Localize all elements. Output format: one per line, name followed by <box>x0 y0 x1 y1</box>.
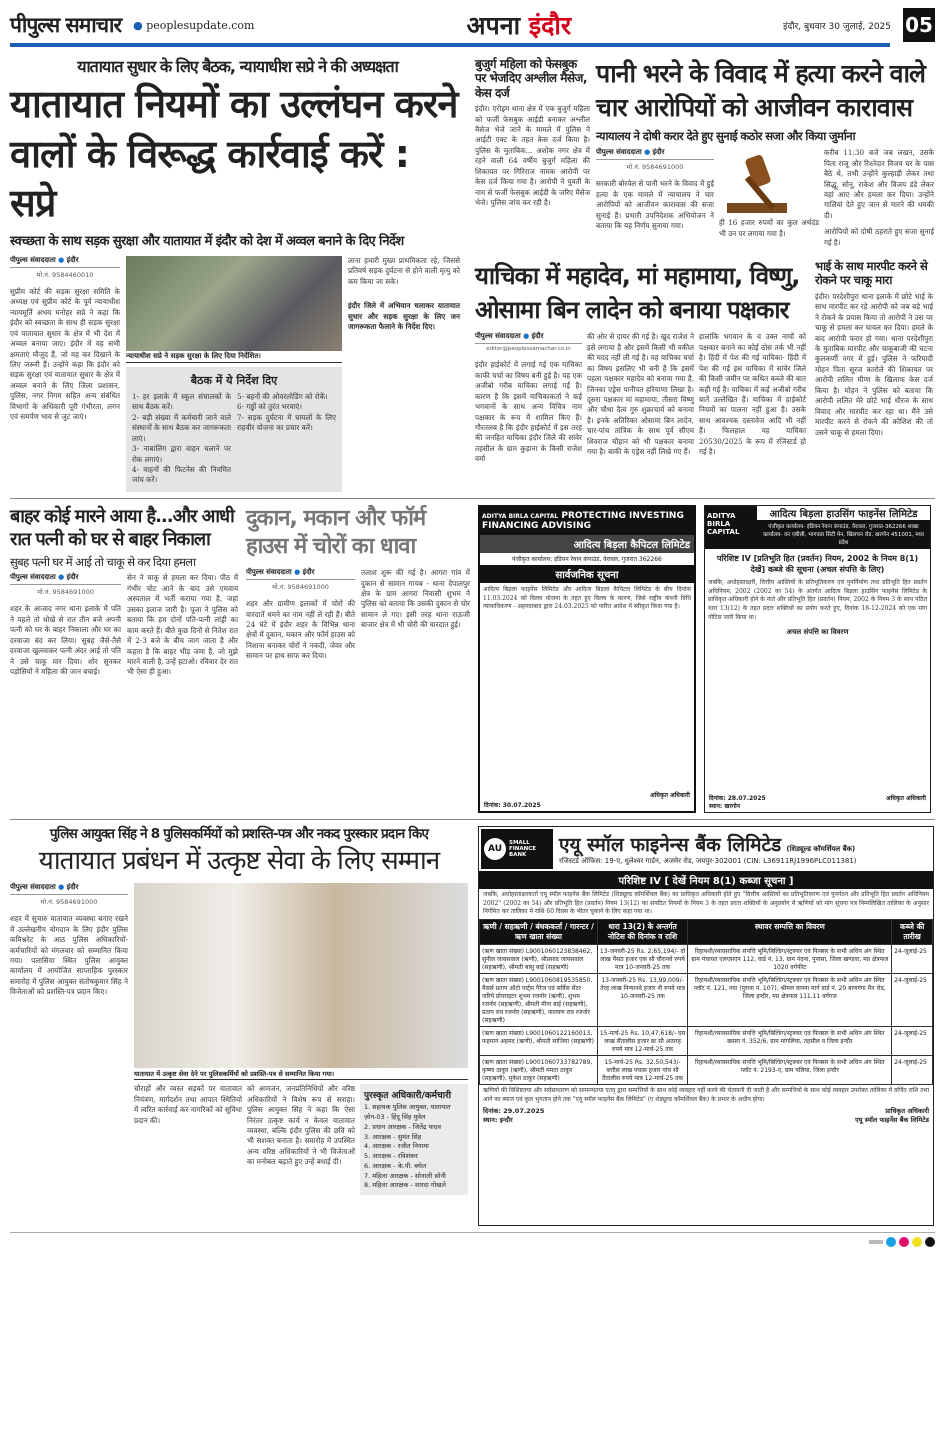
list-item: 8. महिला आरक्षक - शारदा गोखले <box>364 1181 446 1190</box>
table-row: (ऋण खाता संख्या) L9001060123838462, सुनील जायसवाल (ऋणी), श्रीप्रसाद जायसवाल (सहऋणी), श्रीमती बासु बाई (सहऋणी) 13-जनवरी-25 Rs. 2,65,194/- दो लाख पैंसठ हजार एक सौ चौरानवे रुपये मात्र 10-जनवरी-25 तक रिहायशी/व्यावसायिक संपत्ति भूमि/बिल्डिंग/स्ट्रक्चर एवं फिक्सर के सभी अधिन अंग स्थित ग्राम पंचायत एलएसएन 112, वार्ड नं. 13, ग्राम नंदना, पुनासा, जिला खण्डवा, मप्र क्षेत्रफल 1020 वर्गफीट 24-जुलाई-25 <box>480 944 933 973</box>
story2-headline: बुजुर्ग महिला को फेसबुक पर भेजदिए अश्लील मैसेज, केस दर्ज <box>475 57 587 100</box>
byline: पीपुल्स संवाददाता ● इंदौर <box>596 148 714 160</box>
box-item: 3- नाबालिग द्वारा वाहन चलाने पर रोक लगाएं। <box>132 444 231 464</box>
box-title: बैठक में ये निर्देश दिए <box>190 373 278 387</box>
ad2-body: जबकि, अधोहस्ताक्षरी, वित्तीय आस्तियों के प्रतिभूतिकरण एवं पुनर्निर्माण तथा प्रतिभूति हित प्रवर्तन अधिनियम, 2002 (2002 का 54) के अंतर्गत आदित्य बिड़ला हाउसिंग फाइनेंस लिमिटेड के प्राधिकृत अधिकारी होने के नाते और प्रतिभूति हित (प्रवर्तन) नियम, 2002 के नियम 3 के साथ पठित धारा 13(12) के तहत प्रदत्त शक्तियों का प्रयोग करते हुए, दिनांक 18-12-2024 को एक मांग नोटिस जारी किया था। <box>708 578 927 621</box>
ad3-company-note: (शिड्यूल्ड कॉमर्शियल बैंक) <box>786 845 856 854</box>
story7-body: शहर और ग्रामीण इलाकों में चोरों की वारदातें थमने का नाम नहीं ले रही हैं। बीते 24 घंटे में इंदौर शहर के विभिन्न थाना क्षेत्रों में दुकान, मकान और फॉर्म हाउस को निशाना बनाकर चोरों ने नकदी, जेवर और सामान पर हाथ साफ कर दिया। <box>246 599 355 661</box>
box-item: 7- सड़क दुर्घटना में घायलों के लिए राहवीर योजना का प्रचार करें। <box>237 412 336 433</box>
story4-body-2: की ओर से दायर की गई है। खुद राजेश ने इसे लगाया है और इसमें किसी भी वकील की मदद नहीं ली गई है। यह याचिका चर्चा का विषय इसलिए भी बनी है कि इसमें पहला पक्षकार महादेव को बनाया गया है, जिनका एड्रेस पानीपत हरियाणा लिखा है। दूसरा पक्षकार मां महामाया, तीसरा विष्णु और चौथा दैत्य गुरु शुक्राचार्य को बनाया है। इनके अतिरिक्त ओसामा बिन लादेन, चार-पांच तांत्रिक के साथ पूर्व सीएम शिवराज चौहान को भी पक्षकार बनाया गया है। बाकी के एड्रेस नहीं लिखे गए हैं। <box>587 332 694 457</box>
story6-body-2: सेन ने चाकू से हमला कर दिया। पीठ में गंभीर चोट आने के बाद उसे एमवाय अस्पताल में भर्ती कराया गया है, जहां उसका इलाज जारी है। पूजा ने पुलिस को बताया कि हम दोनों पति-पत्नी लांड्री का काम करते हैं। बीते कुछ दिनों से नितेश रात में 2-3 बजे के बीच जाग जाता है और कहता है कि बाहर भीड़ जमा है, जो मुझे मारने वाली है, उन्हें हटाओ। रविवार देर रात भी ऐसा ही हुआ। <box>127 573 238 677</box>
byline: पीपुल्स संवाददाता ● इंदौर <box>10 573 121 585</box>
story6-body: शहर के आजाद नगर थाना इलाके में पति ने पहले तो धोखे से रात तीन बजे अपनी पत्नी को घर के बाहर निकाला और घर का दरवाजा बंद कर लिया। सुबह जैसे-तैसे दरवाजा खुलवाकर पत्नी अंदर आई तो पति ने उसे चाकू मार दिया। शोर सुनकर पड़ोसियों ने महिला की जान बचाई। <box>10 604 121 677</box>
page-number: 05 <box>903 8 935 42</box>
mobile-number: मो.नं. 9584691000 <box>40 898 98 907</box>
masthead-rule <box>10 43 890 47</box>
story4-body: इंदौर हाईकोर्ट में लगाई गई एक याचिका काफी चर्चा का विषय बनी हुई है। यह एक अजीबो गरीब याचिका लगाई गई है। कारण है कि इसमें याचिकाकर्ता ने कई भगवानों के साथ अन्य विचित्र नाम पक्षकार के रूप में शामिल किए हैं। गौरतलब है कि इंदौर हाईकोर्ट में इस तरह की जनहित याचिका इंदौर जिले की सांवेर तहसील के ग्राम कुड़ाना के किसी राजेश वर्मा <box>475 360 582 464</box>
story3-headline: पानी भरने के विवाद में हत्या करने वाले चार आरोपियों को आजीवन कारावास <box>596 59 925 122</box>
story3 <box>596 57 935 248</box>
story5-body: इंदौर। परदेशीपुरा थाना इलाके में छोटे भाई के साथ मारपीट कर रहे आरोपी को जब बड़े भाई ने रोकने के प्रयास किया तो आरोपी ने उस पर चाकू से हमला कर घायल कर दिया। हमले के बाद आरोपी फरार हो गया। थाना परदेशीपुरा के मुताबिक मारपीट और चाकूबाजी की घटना कुलकर्णी नगर में हुई। पुलिस ने फरियादी मोहन पिता सूरज कारोले की शिकायत पर आरोपी ललित मीणा के खिलाफ केस दर्ज किया है। मोहन ने पुलिस को बताया कि आरोपी ललित मेरे छोटे भाई धीरज के साथ विवाद और मारपीट कर रहा था। मैंने उसे मारपीट करने से रोकने की कोशिश की तो उसने चाकू से हमला दिया। <box>815 291 933 437</box>
story6-subhead: सुबह पत्नी घर में आई तो चाकू से कर दिया हमला <box>10 554 196 569</box>
story8-kicker: पुलिस आयुक्त सिंह ने 8 पुलिसकर्मियों को प्रशस्ति-पत्र और नकद पुरस्कार प्रदान किए <box>49 825 429 842</box>
table-row: (ऋण खाता संख्या) L9001060122160013, फहमान अहमद (ऋणी), श्रीमती साजिया (सहऋणी) 15-मार्च-25 Rs. 10,47,618/- दस लाख सैंतालीस हजार छः सौ अठारह रुपये मात्र 12-मार्च-25 तक रिहायशी/व्यावसायिक संपत्ति भूमि/बिल्डिंग/स्ट्रक्चर एवं फिक्सर के सभी अधिन अंग स्थित खसरा नं. 352/6, ग्राम मांगलिया, तहसील व जिला इन्दौर 24-जुलाई-25 <box>480 1026 933 1055</box>
story8-body: शहर में सुचारु यातायात व्यवस्था बनाए रखने में उल्लेखनीय योगदान के लिए इंदौर पुलिस कमिश्नरेट के आठ पुलिस अधिकारियों-कर्मचारियों को मंगलवार को सम्मानित किया गया। पलासिया स्थित पुलिस आयुक्त कार्यालय में आयोजित साप्ताहिक पुरस्कार समारोह में पुलिस आयुक्त संतोषकुमार सिंह ने विजेताओं को प्रशस्ति-पत्र प्रदान किए। <box>10 914 128 997</box>
award-photo <box>134 883 468 1068</box>
column-header: स्थावर सम्पत्ति का विवरण <box>688 919 892 944</box>
story8-body-3: को आमजन, जनप्रतिनिधियों और वरिष्ठ अधिकारियों ने विशेष रूप से सराहा। पुलिस आयुक्त सिंह ने कहा कि ऐसा निरंतर उत्कृष्ट कार्य न केवल यातायात व्यवस्था, बल्कि इंदौर पुलिस की छवि को भी सशक्त बनाता है। समारोह में उपस्थित अन्य वरिष्ठ अधिकारियों ने भी विजेताओं का मनोबल बढ़ाते हुए उन्हें बधाई दी। <box>247 1084 355 1167</box>
masthead <box>10 8 935 42</box>
list-item: 7. महिला आरक्षक - सोनाली सोनी <box>364 1171 446 1180</box>
divider <box>10 819 935 820</box>
ad1-notice-title: सार्वजनिक सूचना <box>480 565 694 583</box>
story1-kicker: यातायात सुधार के लिए बैठक, न्यायाधीश सप्रे ने की अध्यक्षता <box>77 57 398 76</box>
section-title <box>266 8 771 42</box>
story8 <box>10 826 468 1195</box>
au-logo-text: SMALL FINANCE BANK <box>509 839 537 858</box>
story4-body-3: हालांकि भगवान के व उक्त नामों को पक्षकार बनाने का कोई ठोस तर्क भी नहीं है। हिंदी में पेश की गई याचिका- हिंदी में पेश की गई इस याचिका में सांवेर जिले की किसी जमीन पर कथित कब्जे की बात कही गई है। याचिका में कई अजीबो गरीब बातें उल्लेखित हैं। याचिका में हाईकोर्ट नियमों का पालना नहीं हुआ है। उसके साथ आवश्यक दस्तावेज आदि भी नहीं हैं। फिलहाल यह याचिका 20530/2025 के रूप में रजिस्टर्ड हो गई है। <box>699 332 806 457</box>
mobile-number: मो.नं. 9584691000 <box>626 163 684 172</box>
box-item: 1- हर इलाके में स्कूल संचालकों के साथ बैठक करें। <box>132 391 231 412</box>
ad3-signatory: प्राधिकृत अधिकारी <box>885 1107 929 1116</box>
byline: पीपुल्स संवाददाता ● इंदौर <box>10 883 128 895</box>
section-accent: इंदौर <box>528 11 572 40</box>
ad3-place: स्थान: इन्दौर <box>483 1116 513 1125</box>
ad1-body: आदित्य बिड़ला फाइनेंस लिमिटेड और आदित्य बिड़ला कैपिटल लिमिटेड के बीच दिनांक 11.03.2024 को विलय योजना के तहत हुए विलय के कारण, जिसे राष्ट्रीय कंपनी विधि न्यायाधिकरण - अहमदाबाद द्वारा 24.03.2025 को पारित आदेश में स्वीकृत किया गया है। <box>483 585 691 611</box>
story6 <box>10 505 238 678</box>
list-title: पुरस्कृत अधिकारी/कर्मचारी <box>364 1091 452 1102</box>
ad2-signatory: अधिकृत अधिकारी <box>886 794 926 802</box>
mobile-number: मो.नं. 9584691000 <box>37 588 94 597</box>
story7 <box>246 505 470 662</box>
ad2-date: दिनांक: 28.07.2025 <box>709 794 766 802</box>
possession-table <box>479 919 933 1085</box>
website-link[interactable]: ● peoplesupdate.com <box>133 18 255 32</box>
story1-body-2: लाना हमारी मुख्य प्राथमिकता रहे, जिससे प्रतिवर्ष सड़क दुर्घटना से होने वाली मृत्यु को कम किया जा सके। <box>348 255 460 286</box>
ad2-logo: ADITYA BIRLA CAPITAL <box>705 506 757 548</box>
list-item: 3. आरक्षक - सुमंत सिंह <box>364 1132 422 1141</box>
byline: पीपुल्स संवाददाता ● इंदौर <box>475 332 582 344</box>
story2-body: इंदौर। एरोड्रम थाना क्षेत्र में एक बुजुर्ग महिला को फर्जी फेसबुक आईडी बनाकर अश्लील मैसेज भेजे जाने के मामले में पुलिस ने आईटी एक्ट के तहत केस दर्ज किया है। पुलिस के मुताबिक... अशोक नगर क्षेत्र में रहने वाली 64 वर्षीय बुजुर्ग महिला की शिकायत पर गिरिराज नामक आरोपी पर केस दर्ज किया गया है। आरोपी ने युवती के नाम से फर्जी फेसबुक आईडी के जरिए मैसेज भेजे। पुलिस जांच कर रही है। <box>475 104 590 208</box>
ad1-header <box>480 507 694 535</box>
list-item: 4. आरक्षक - रजीत निनामा <box>364 1142 429 1151</box>
story5-headline: भाई के साथ मारपीट करने से रोकने पर चाकू मारा <box>815 259 928 288</box>
byline: पीपुल्स संवाददाता ● इंदौर <box>10 256 120 268</box>
ad2-notice-title: परिशिष्ट IV [प्रतिभूति हित (प्रवर्तन) नियम, 2002 के नियम 8(1) देखें] कब्जे की सूचना (अचल संपत्ति के लिए) <box>716 553 919 574</box>
photo-caption: यातायात में उत्कृष्ट सेवा देने पर पुलिसकर्मियों को प्रशस्ति-पत्र से सम्मानित किया गया। <box>134 1068 468 1080</box>
ad2-address: पंजीकृत कार्यालय- इंडियन रेयान कंपाउंड, वेरावल, गुजरात-362266 शाखा कार्यालय- वन एबीसी, भागवता सिटी मेन, खिलचन रोड, खरगोन 451001, मध्य प्रदेश <box>757 520 930 548</box>
box-item: 5- बहनों की ओवरलोडिंग को रोकें। <box>237 391 328 401</box>
list-item: 2. प्रधान आरक्षक - जितेंद्र यादव <box>364 1122 442 1131</box>
ad1-company: आदित्य बिड़ला कैपिटल लिमिटेड <box>480 535 694 553</box>
story8-body-2: चौराहों और व्यस्त सड़कों पर यातायात नियंत्रण, मार्गदर्शन तथा आपात स्थितियों में त्वरित कार्रवाई कर नागरिकों को सुविधा प्रदान की। <box>134 1084 242 1125</box>
ad3-company: एयू स्मॉल फाइनेन्स बैंक लिमिटेड <box>559 834 782 857</box>
story1-headline: यातायात नियमों का उल्लंघन करने वालों के विरूद्ध कार्रवाई करें : सप्रे <box>10 82 458 225</box>
box-item: 6- गड्ढों को तुरंत भरवाएं। <box>237 402 303 412</box>
ad1-brand: ADITYA BIRLA CAPITAL <box>482 512 559 520</box>
dateline: इंदौर, बुधवार 30 जुलाई, 2025 <box>783 21 891 32</box>
mobile-number: मो.नं. 9584691000 <box>272 583 329 592</box>
story5 <box>815 260 933 438</box>
mobile-number: मो.नं. 9584460010 <box>36 270 94 279</box>
au-logo <box>481 829 553 869</box>
box-item: 4- वाहनों की फिटनेस की नियमित जांच करें। <box>132 465 231 485</box>
section-word: अपना <box>466 11 521 40</box>
column-header: ऋणी / सहऋणी / बंधककर्ता / गारन्टर / ऋण खाता संख्या <box>480 919 598 944</box>
story1-body: सुप्रीम कोर्ट की सड़क सुरक्षा समिति के अध्यक्ष एवं सुप्रीम कोर्ट के पूर्व न्यायाधीश न्यायमूर्ति अभय मनोहर सप्रे ने कहा कि इंदौर को स्वच्छता के साथ ही सड़क सुरक्षा एवं यातायात सुधार के क्षेत्र में भी देश में अव्वल बनाया जाए। इंदौर में वह सभी क्षमताएं मौजूद हैं, जो यह कर दिखाने के लिए जरूरी हैं। उन्होंने कहा कि इंदौर को सड़क सुरक्षा एवं यातायात सुधार के क्षेत्र में अव्वल बनाने के लिए जिला प्रशासन, पुलिस, नगर निगम सहित अन्य संबंधित विभागों के अधिकारी पूरी गंभीरता, लगन एवं समर्पण भाव से जुट जाएं। <box>10 286 120 422</box>
column-header: कब्जे की तारीख <box>892 919 933 944</box>
story3-body-3: करीब 11:30 बजे जब लखन, उसके पिता राजू और रिश्तेदार विजय घर के पास बैठे थे, तभी उन्होंने कुल्हाड़ी लेकर तथा सिद्धू, सोनू, राकेश और विजय डंडे लेकर वहां आए और हमला कर दिया। उन्होंने गालियां देते हुए जान से मारने की धमकी दी। <box>824 148 934 220</box>
website-text: peoplesupdate.com <box>146 18 255 32</box>
table-row: (ऋण खाता संख्या) L9001060819535850, मैसर्स प्रताप ऑटो पार्ट्स गैरेज एवं सर्विस सेंटर जरिये प्रोपराइटर शुभम रजनोर (ऋणी), शुभम रजनोर (सहऋणी), श्रीमती मीना बाई (सहऋणी), प्रताप राव रजनोर (सहऋणी), नारायण राव रजनोर (सहऋणी) 13-जनवरी-25 Rs. 13,99,009/- तेरह लाख निन्यानवे हजार नौ रुपये मात्र 10-जनवरी-25 तक रिहायशी/व्यावसायिक संपत्ति भूमि/बिल्डिंग/स्ट्रक्चर एवं फिक्सर के सभी अधिन अंग स्थित प्लॉट नं. 121, नया (पुराना नं. 107), श्रीमल वापना मार्ग वार्ड नं. 20 बाणगंगा मैन रोड, जिला इन्दौर, मप्र क्षेत्रफल 111.11 वर्गगज 24-जुलाई-25 <box>480 973 933 1026</box>
byline: पीपुल्स संवाददाता ● इंदौर <box>246 568 355 580</box>
ad1-signatory: अधिकृत अधिकारी <box>650 791 690 799</box>
table-row: (ऋण खाता संख्या) L9001060733782789, कृष्णा ठाकुर (ऋणी), श्रीमती ममता ठाकुर (सहऋणी), मुकेश ठाकुर (सहऋणी) 15-मार्च-25 Rs. 32,50,543/- बत्तीस लाख पचास हजार पांच सौ तैंतालीस रुपये मात्र 12-मार्च-25 तक रिहायशी/व्यावसायिक संपत्ति भूमि/बिल्डिंग/स्ट्रक्चर एवं फिक्सर के सभी अधिन अंग स्थित प्लॉट नं. 2193-ए, ग्राम पलिया, जिला इन्दौर 24-जुलाई-25 <box>480 1055 933 1084</box>
au-logo-mark: AU <box>484 838 506 860</box>
divider <box>10 498 935 499</box>
story6-headline: बाहर कोई मारने आया है...और आधी रात पत्नी को घर से बाहर निकाला <box>10 505 234 551</box>
email: editor@peoplessamachar.co.in <box>486 346 571 353</box>
story3-body: सरकारी बोरवेल से पानी भरने के विवाद में हुई हत्या के एक मामले में न्यायालय ने चार आरोपियों को आजीवन कारावास की सजा सुनाई है। प्रभारी उपनिदेशक अभियोजन ने बताया कि यह निर्णय सुनाया गया। <box>596 179 714 231</box>
story7-body-2: तलाश शुरू की गई है। आगरा गांव में दुकान से सामान गायब - थाना देपालपुर क्षेत्र के ग्राम आगरा निवासी शुभम ने पुलिस को बताया कि उसकी दुकान से चोर सामान ले गए। इसी तरह थाना राऊजी बाजार क्षेत्र में भी चोरी की वारदात हुई। <box>361 568 470 630</box>
awardees-list <box>360 1084 468 1195</box>
ad3-notice-title: परिशिष्ट IV [ देखें नियम 8(1) कब्जा सूचना ] <box>479 871 933 889</box>
column-header: धारा 13(2) के अन्तर्गत नोटिस की दिनांक व राशि <box>597 919 688 944</box>
story1-box-note: इंदौर जिले में अभियान चलाकर यातायात सुधार और सड़क सुरक्षा के लिए जन जागरूकता फैलाने के निर्देश दिए। <box>348 301 460 332</box>
list-item: 5. आरक्षक - रविशंकर <box>364 1152 418 1161</box>
story4-headline: याचिका में महादेव, मां महामाया, विष्णु, ओसामा बिन लादेन को बनाया पक्षकार <box>475 262 800 324</box>
story1 <box>10 57 465 492</box>
box-item: 2- बड़ी संख्या में कर्मचारी जाने वाले संस्थानों के साथ बैठक कर जागरूकता लाएं। <box>132 412 231 443</box>
ad1-date: दिनांक: 30.07.2025 <box>484 801 541 809</box>
masthead-logo: पीपुल्स समाचार <box>10 13 122 37</box>
story3-body-4: आरोपियों को दोषी ठहराते हुए सजा सुनाई गई है। <box>824 227 934 247</box>
ad2-place: स्थान: खरगोन <box>709 802 741 810</box>
story8-headline: यातायात प्रबंधन में उत्कृष्ट सेवा के लिए सम्मान <box>38 846 440 877</box>
au-bank-ad <box>478 826 934 1226</box>
ad3-address: रजिस्टर्ड ऑफिस: 19-ए, धुलेश्वर गार्डन, अजमेर रोड, जयपुर-302001 (CIN: L36911RJ1996PLC011381) <box>559 857 857 866</box>
list-item: 6. आरक्षक - के.पी. बघेल <box>364 1161 427 1170</box>
ad1-address: पंजीकृत कार्यालय: इंडियन रेयान कंपाउंड, वेरावल, गुजरात 362266 <box>512 555 662 563</box>
ad3-signatory-bank: एयू स्मॉल फाइनेंस बैंक लिमिटेड <box>855 1116 929 1125</box>
ad3-footer: ऋणियों की विशिष्टतया और सर्वसाधारण को सामान्यतया एतद् द्वारा सम्पत्तियों के साथ कोई व्यवहार नहीं करने की चेतावनी दी जाती है और सम्पत्तियों के साथ कोई व्यवहार उपरोक्त तालिका में वर्णित राशि तथा आगे का ब्याज एवं कुल भुगतान होने तक "एयू स्मॉल फाइनेंस बैंक लिमिटेड" (ए शेड्यूल्ड कॉमर्शियल बैंक) के प्रभार के अधीन होगा। <box>483 1086 929 1103</box>
ad2-company: आदित्य बिड़ला हाउसिंग फाइनेंस लिमिटेड <box>769 508 918 520</box>
story7-headline: दुकान, मकान और फॉर्म हाउस में चोरों का धावा <box>246 505 426 560</box>
registration-marks <box>10 1233 935 1247</box>
story1-photo <box>126 256 342 351</box>
instructions-box <box>126 367 342 492</box>
gavel-icon <box>719 148 819 218</box>
ad2-property-title: अचल संपत्ति का विवरण <box>786 628 849 637</box>
ad3-date: दिनांक: 29.07.2025 <box>483 1107 545 1116</box>
story3-subhead: न्यायालय ने दोषी करार देते हुए सुनाई कठोर सजा और किया जुर्माना <box>596 128 855 143</box>
list-item: 1. सहायक पुलिस आयुक्त, यातायात ज़ोन-03 - हिंदू सिंह मुवेल <box>364 1103 451 1122</box>
story4 <box>475 260 807 465</box>
story3-body-2: ही 16 हजार रुपयों का कुल अर्थदंड भी उन पर लगाया गया है। <box>719 218 819 238</box>
photo-caption: न्यायाधीश सप्रे ने सड़क सुरक्षा के लिए दिया निर्देशित। <box>126 351 342 363</box>
ad1-tagline: PROTECTING INVESTING FINANCING ADVISING <box>482 510 684 531</box>
ad3-intro: जबकि, अधोहस्ताक्षरकर्ता एयू स्मॉल फाइनेंस बैंक लिमिटेड (शिड्यूल्ड कॉमर्शियल बैंक) का प्राधिकृत अधिकारी होते हुए "वित्तीय आस्तियों का प्रतिभूतिकरण एवं पुनर्गठन और प्रतिभूति हित प्रवर्तन अधिनियम 2002" (2002 का 54) और प्रतिभूति हित (प्रवर्तन) नियम 13(12) का सपठित नियमों के नियम 3 के तहत प्रदत्त शक्तियों के अनुप्रयोग में ऋणियों को मांग सूचना पत्र निम्नलिखित तालिका के अनुसार निर्गमित कर तालिका में राशि 60 दिवस के भीतर चुकाने के लिए कहा गया था। <box>483 890 929 916</box>
aditya-birla-housing-ad <box>704 505 931 813</box>
story2 <box>475 57 590 209</box>
story1-subhead: स्वच्छता के साथ सड़क सुरक्षा और यातायात में इंदौर को देश में अव्वल बनाने के दिए निर्देश <box>10 234 404 250</box>
aditya-birla-capital-ad <box>478 505 696 813</box>
